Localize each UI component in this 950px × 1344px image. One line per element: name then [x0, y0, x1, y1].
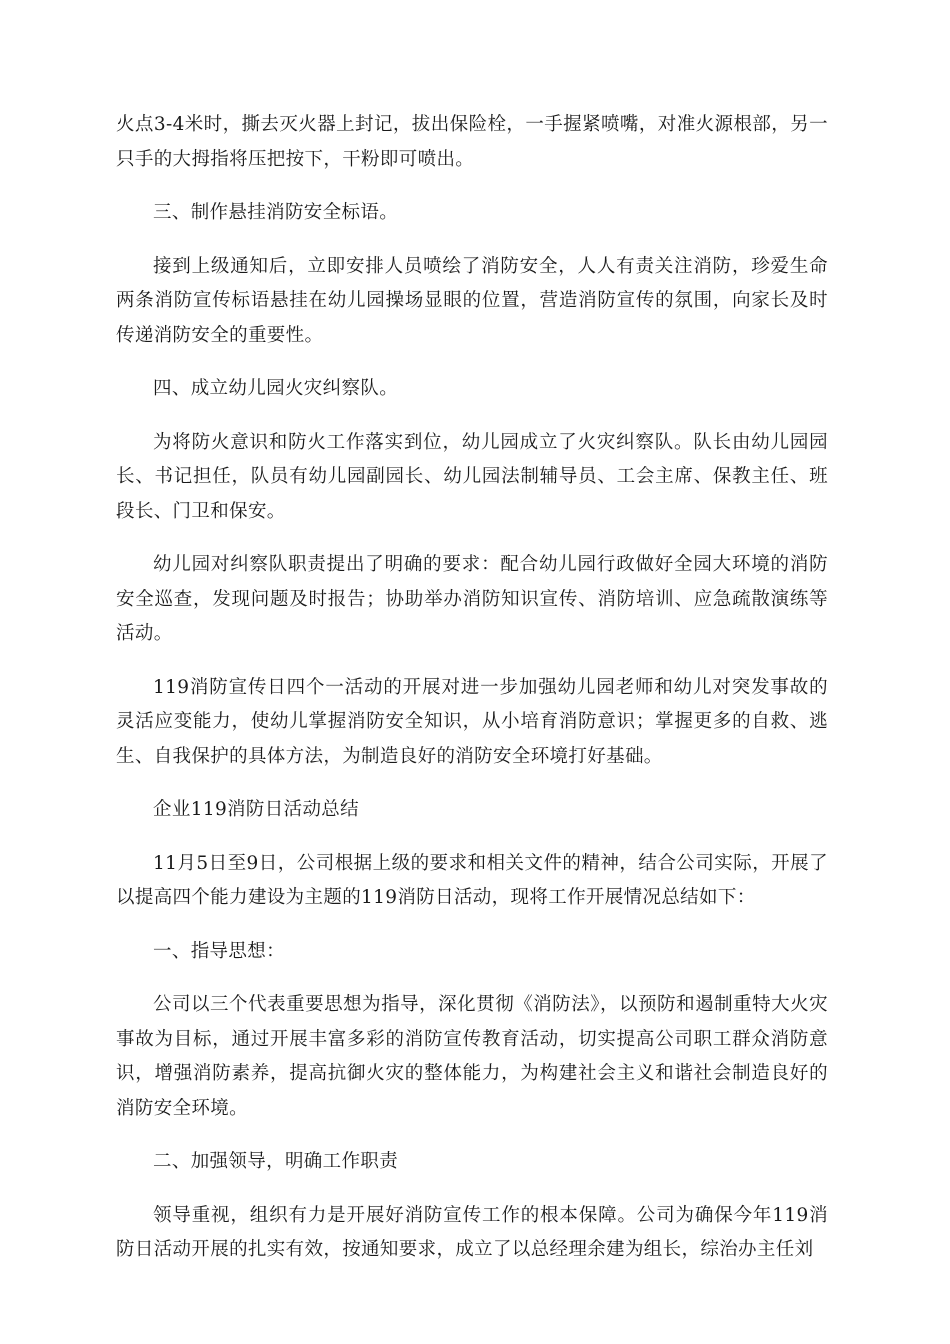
paragraph-activity-summary: 119消防宣传日四个一活动的开展对进一步加强幼儿园老师和幼儿对突发事故的灵活应变能力，使幼儿掌握消防安全知识，从小培育消防意识；掌握更多的自救、逃生、自我保护的具体方法，为制造良好的消防安全环境打好基础。	[116, 676, 828, 767]
paragraph-fire-extinguisher-steps: 火点3-4米时，撕去灭火器上封记，拔出保险栓，一手握紧喷嘴，对准火源根部，另一只手的大拇指将压把按下，干粉即可喷出。	[116, 114, 828, 170]
document-body	[116, 108, 828, 1287]
paragraph-leadership: 领导重视，组织有力是开展好消防宣传工作的根本保障。公司为确保今年119消防日活动开展的扎实有效，按通知要求，成立了以总经理余建为组长，综治办主任刘	[116, 1204, 828, 1260]
heading-leadership: 二、加强领导，明确工作职责	[153, 1151, 399, 1172]
paragraph-guiding-ideology: 公司以三个代表重要思想为指导，深化贯彻《消防法》，以预防和遏制重特大火灾事故为目标，通过开展丰富多彩的消防宣传教育活动，切实提高公司职工群众消防意识，增强消防素养，提高抗御火灾的整体能力，为构建社会主义和谐社会制造良好的消防安全环境。	[116, 994, 828, 1119]
paragraph-patrol-team: 为将防火意识和防火工作落实到位，幼儿园成立了火灾纠察队。队长由幼儿园园长、书记担任，队员有幼儿园副园长、幼儿园法制辅导员、工会主席、保教主任、班段长、门卫和保安。	[116, 431, 828, 522]
paragraph-patrol-duties: 幼儿园对纠察队职责提出了明确的要求：配合幼儿园行政做好全园大环境的消防安全巡查，发现问题及时报告；协助举办消防知识宣传、消防培训、应急疏散演练等活动。	[116, 554, 828, 644]
paragraph-slogans: 接到上级通知后，立即安排人员喷绘了消防安全，人人有责关注消防，珍爱生命两条消防宣传标语悬挂在幼儿园操场显眼的位置，营造消防宣传的氛围，向家长及时传递消防安全的重要性。	[116, 255, 828, 346]
heading-guiding-ideology: 一、指导思想：	[153, 940, 285, 962]
heading-enterprise-summary: 企业119消防日活动总结	[153, 799, 360, 820]
heading-section-three: 三、制作悬挂消防安全标语。	[153, 202, 399, 223]
paragraph-enterprise-intro: 11月5日至9日，公司根据上级的要求和相关文件的精神，结合公司实际，开展了以提高四个能力建设为主题的119消防日活动，现将工作开展情况总结如下：	[116, 852, 828, 908]
heading-section-four: 四、成立幼儿园火灾纠察队。	[153, 378, 399, 399]
